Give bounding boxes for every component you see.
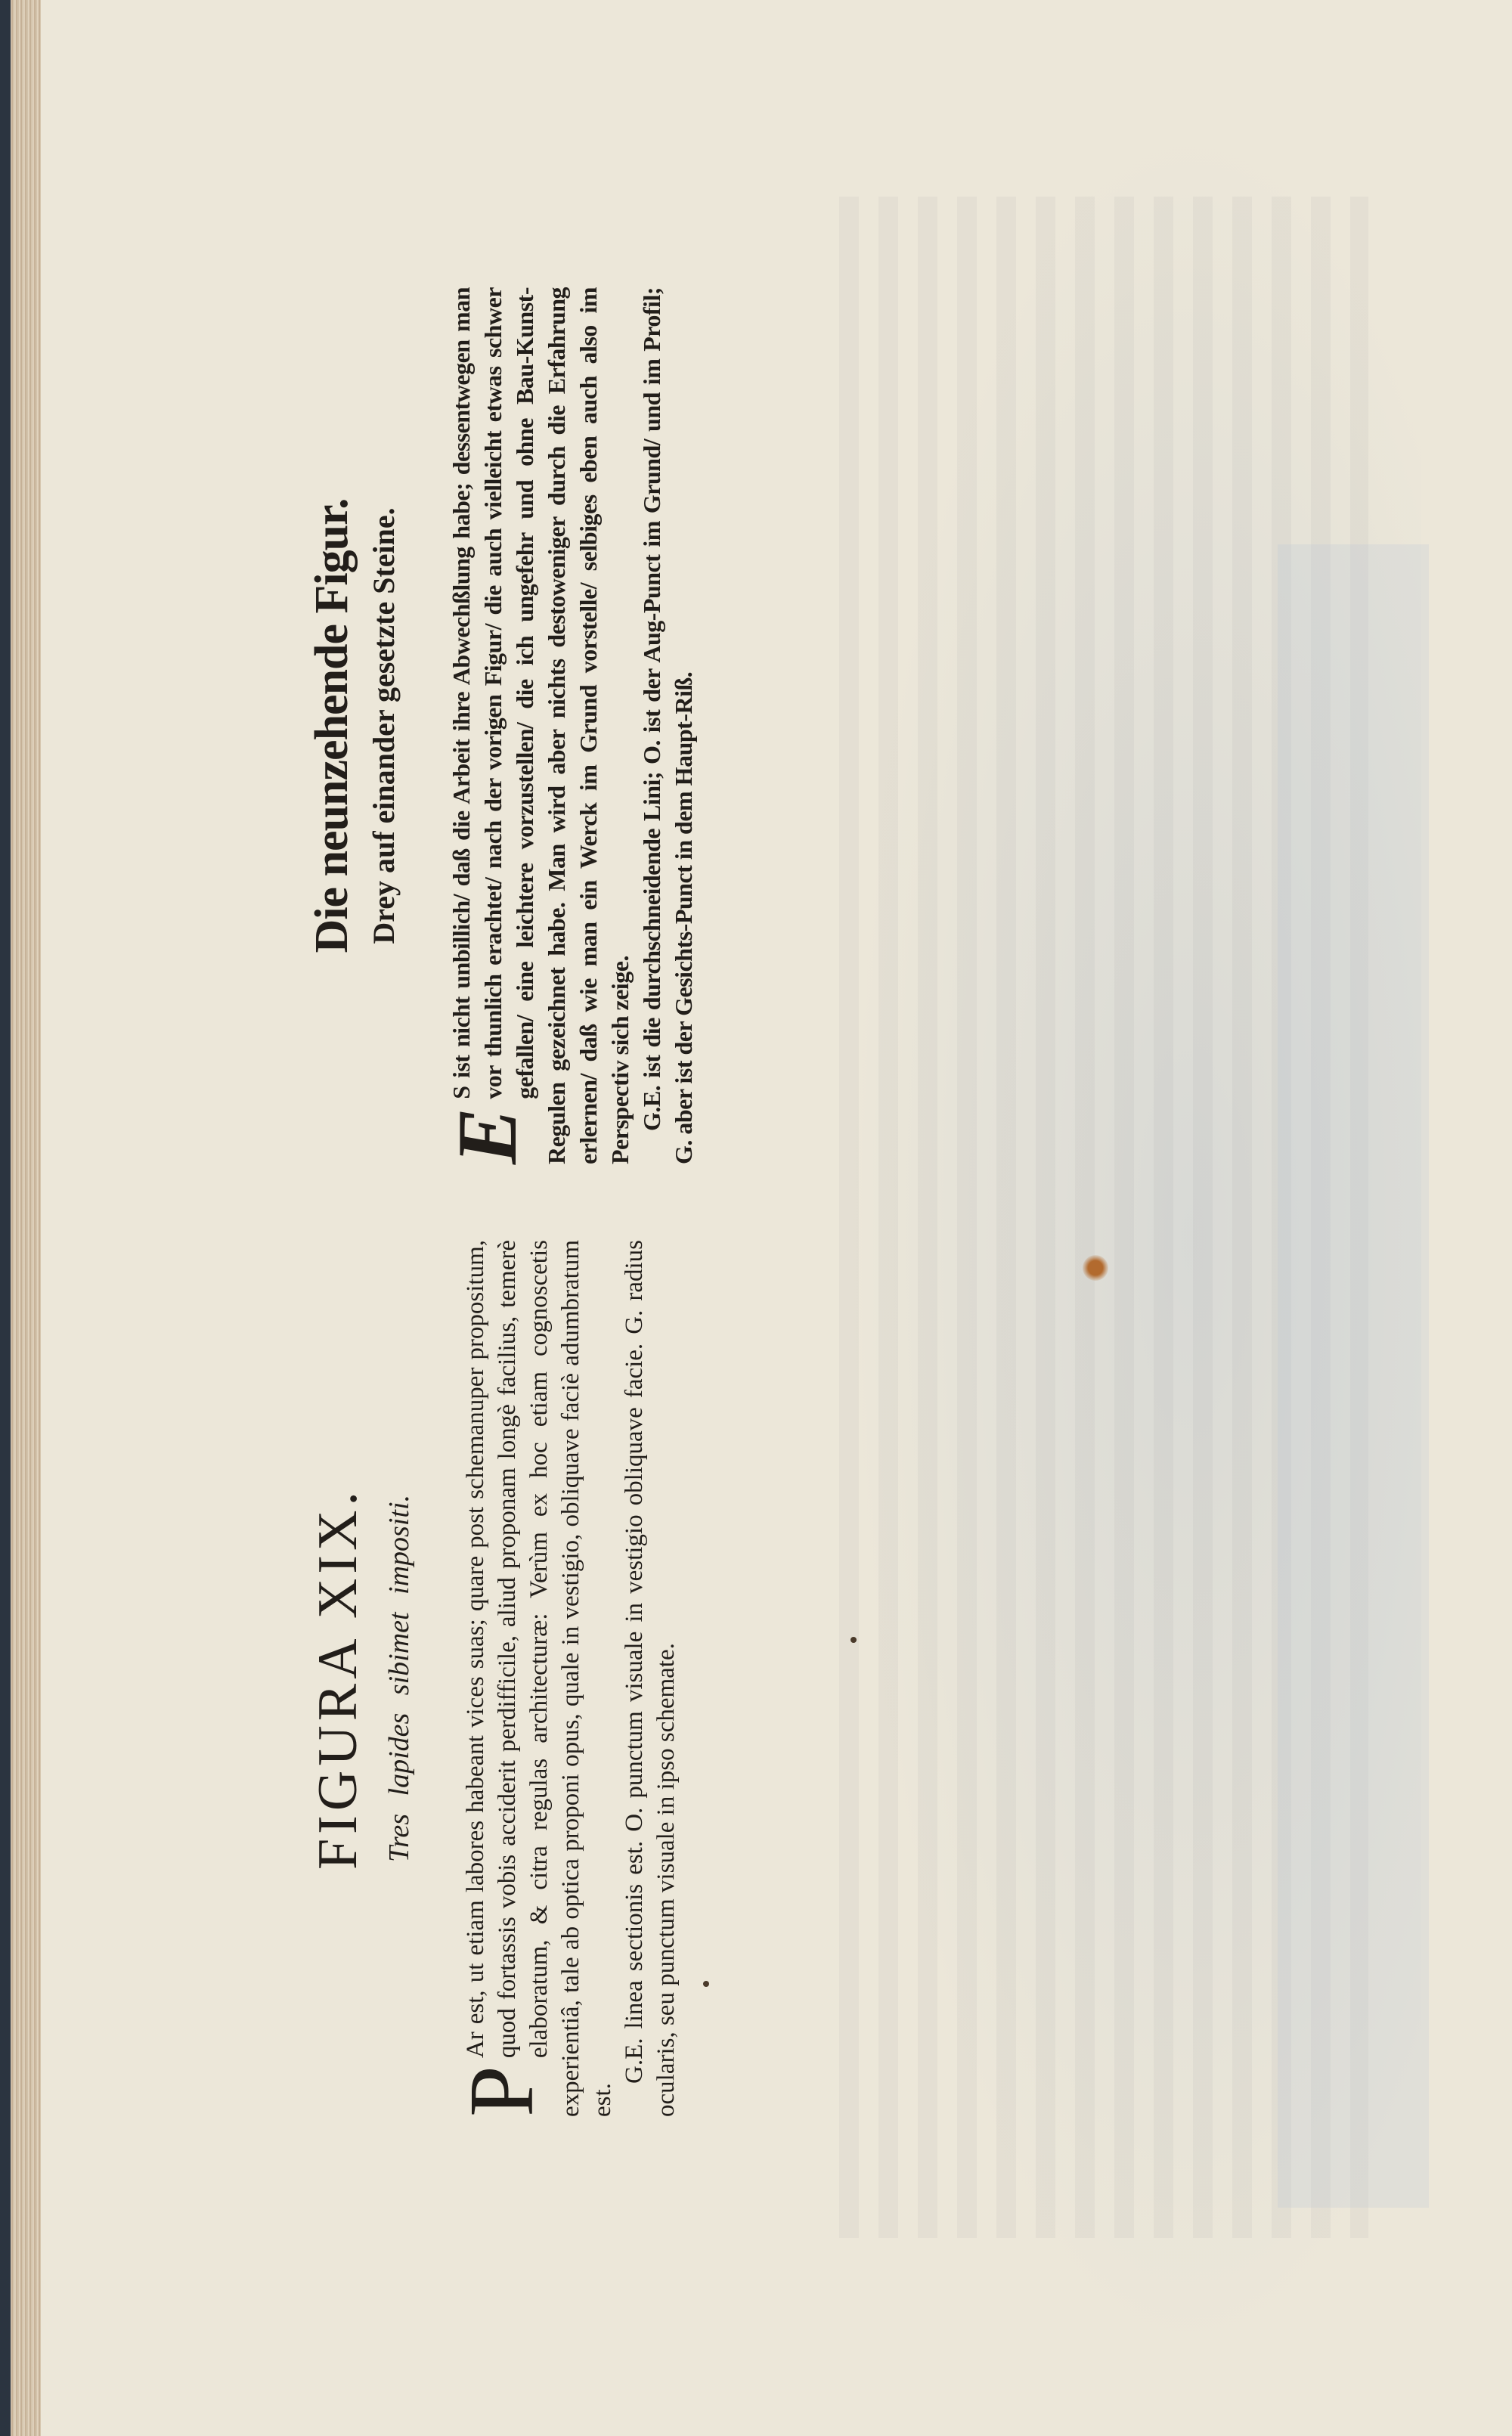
german-column <box>219 287 699 1164</box>
binding <box>0 0 11 2436</box>
latin-paragraph-1: P Ar est, ut etiam labores habeant vices suas; quare post schemanuper propositum, quod fortassis vobis acciderit perdifficile, aliud proponam longè facilius, temerè elaboratum, & citra regulas architecturæ: Verùm ex hoc etiam cognoscetis experientiâ, tale ab optica proponi opus, quale in vestigio, obliquave faciè adumbratum est. <box>451 1240 616 2117</box>
rotated-text-block <box>219 136 975 2253</box>
german-paragraph-2: G.E. ist die durchschneidende Lini; O. ist der Aug-Punct im Grund/ und im Profil; G. aber ist der Gesichts-Punct in dem Haupt-Riß. <box>638 287 697 1164</box>
latin-drop-cap: P <box>451 2066 553 2117</box>
german-title: Die neunzehende Figur. <box>306 498 358 953</box>
latin-column <box>219 1240 682 2117</box>
german-paragraph-1: E S ist nicht unbillich/ daß die Arbeit ihre Abwechßlung habe; dessentwegen man vor thunlich erachtet/ nach der vorigen Figur/ die auch vielleicht etwas schwer gefallen/ eine leichtere vorzustellen/ die ich ungefehr und ohne Bau-Kunst-Regulen gezeichnet habe. Man wird aber nichts destoweniger durch die Erfahrung erlernen/ daß wie man ein Werck im Grund vorstelle/ selbiges eben auch also im Perspectiv sich zeige. <box>441 287 634 1164</box>
german-drop-cap: E <box>441 1108 534 1164</box>
latin-paragraph-2: G.E. linea sectionis est. O. punctum visuale in vestigio obliquave facie. G. radius ocularis, seu punctum visuale in ipso schemate. <box>621 1240 680 2117</box>
show-through-figure <box>1278 544 1429 2208</box>
latin-subtitle: Tres lapides sibimet impositi. <box>383 1494 415 1863</box>
latin-body <box>451 1240 682 2117</box>
latin-title: FIGURA XIX. <box>307 1487 369 1870</box>
german-subtitle: Drey auf einander gesetzte Steine. <box>367 507 401 944</box>
german-body <box>441 287 699 1164</box>
paper-stain <box>1083 1255 1108 1281</box>
